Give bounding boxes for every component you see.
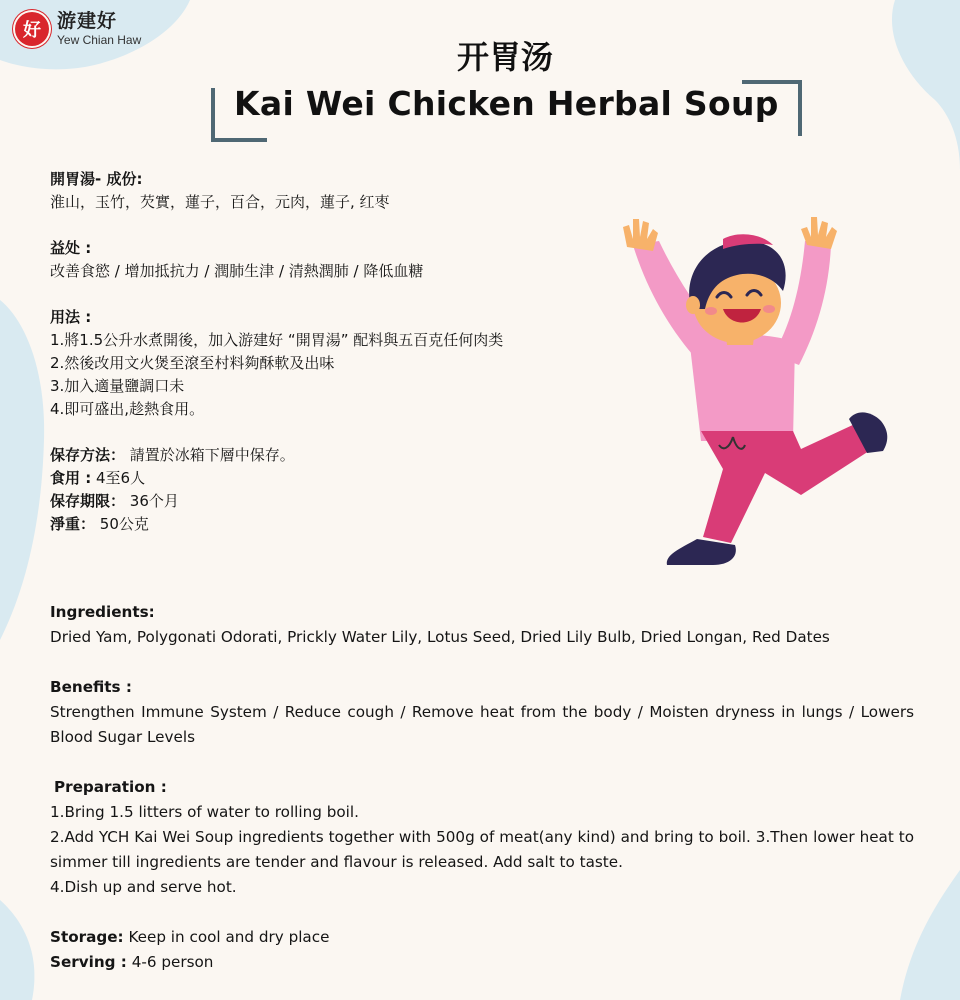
chinese-info-section — [50, 168, 610, 536]
en-serving: 4-6 person — [126, 953, 214, 971]
cn-shelf-line — [50, 490, 610, 513]
cn-serving-label: 食用 : — [50, 469, 92, 487]
cn-benefits-label: 益处 : — [50, 239, 92, 257]
title-bracket-right-horizontal — [742, 80, 802, 84]
en-serving-label: Serving : — [50, 953, 127, 971]
brand-name-cn: 游建好 — [57, 10, 118, 32]
cn-storage: 請置於冰箱下層中保存。 — [129, 446, 295, 464]
cn-usage-label: 用法 : — [50, 308, 92, 326]
en-preparation-label: Preparation : — [54, 778, 167, 796]
cn-storage-label: 保存方法： — [50, 446, 126, 464]
en-preparation-step: 1.Bring 1.5 litters of water to rolling boil. — [50, 803, 359, 821]
cn-serving: 4至6人 — [91, 469, 146, 487]
brand-seal-icon: 好 — [15, 12, 49, 46]
cn-weight-line — [50, 513, 610, 536]
en-ingredients-label: Ingredients: — [50, 603, 155, 621]
cn-weight: 50公克 — [95, 515, 149, 533]
english-info-section — [50, 600, 914, 975]
cn-benefits: 改善食慾 / 增加抵抗力 / 潤肺生津 / 清熱潤肺 / 降低血糖 — [50, 262, 424, 280]
en-benefits-label: Benefits : — [50, 678, 132, 696]
cn-weight-label: 淨重： — [50, 515, 96, 533]
cn-usage-step: 2.然後改用文火煲至滾至村料夠酥軟及出味 — [50, 354, 335, 372]
cn-ingredients: 淮山，玉竹，芡實，蓮子，百合，元肉，蓮子, 红枣 — [50, 193, 390, 211]
en-storage-line — [50, 925, 914, 950]
en-storage: Keep in cool and dry place — [123, 928, 330, 946]
en-preparation-step: 2.Add YCH Kai Wei Soup ingredients together with 500g of meat(any kind) and bring to boil. 3.Then lower heat to simmer till ingredients are tender and flavour is released. Add salt to taste. — [50, 828, 914, 871]
en-storage-label: Storage: — [50, 928, 124, 946]
title-bracket-left-vertical — [211, 88, 215, 142]
brand-name-en: Yew Chian Haw — [57, 33, 142, 47]
title-bracket-right-vertical — [798, 80, 802, 136]
en-serving-line — [50, 950, 914, 975]
cn-shelf: 36个月 — [125, 492, 179, 510]
en-benefits: Strengthen Immune System / Reduce cough / Remove heat from the body / Moisten dryness in lungs / Lowers Blood Sugar Levels — [50, 703, 914, 746]
title-bracket-left-horizontal — [211, 138, 267, 142]
en-ingredients: Dried Yam, Polygonati Odorati, Prickly Water Lily, Lotus Seed, Dried Lily Bulb, Dried Longan, Red Dates — [50, 628, 830, 646]
cn-usage-step: 3.加入適量鹽調口未 — [50, 377, 185, 395]
cn-serving-line — [50, 467, 610, 490]
happy-kid-illustration — [605, 205, 895, 575]
cn-shelf-label: 保存期限： — [50, 492, 126, 510]
cn-usage-step: 4.即可盛出,趁熱食用。 — [50, 400, 205, 418]
cn-storage-line — [50, 444, 610, 467]
title-en: Kai Wei Chicken Herbal Soup — [234, 84, 779, 123]
title-cn: 开胃汤 — [456, 38, 553, 76]
cn-usage-step: 1.將1.5公升水煮開後，加入游建好 “開胃湯” 配料與五百克任何肉类 — [50, 331, 504, 349]
cn-ingredients-label: 開胃湯- 成份: — [50, 170, 143, 188]
en-preparation-step: 4.Dish up and serve hot. — [50, 878, 237, 896]
